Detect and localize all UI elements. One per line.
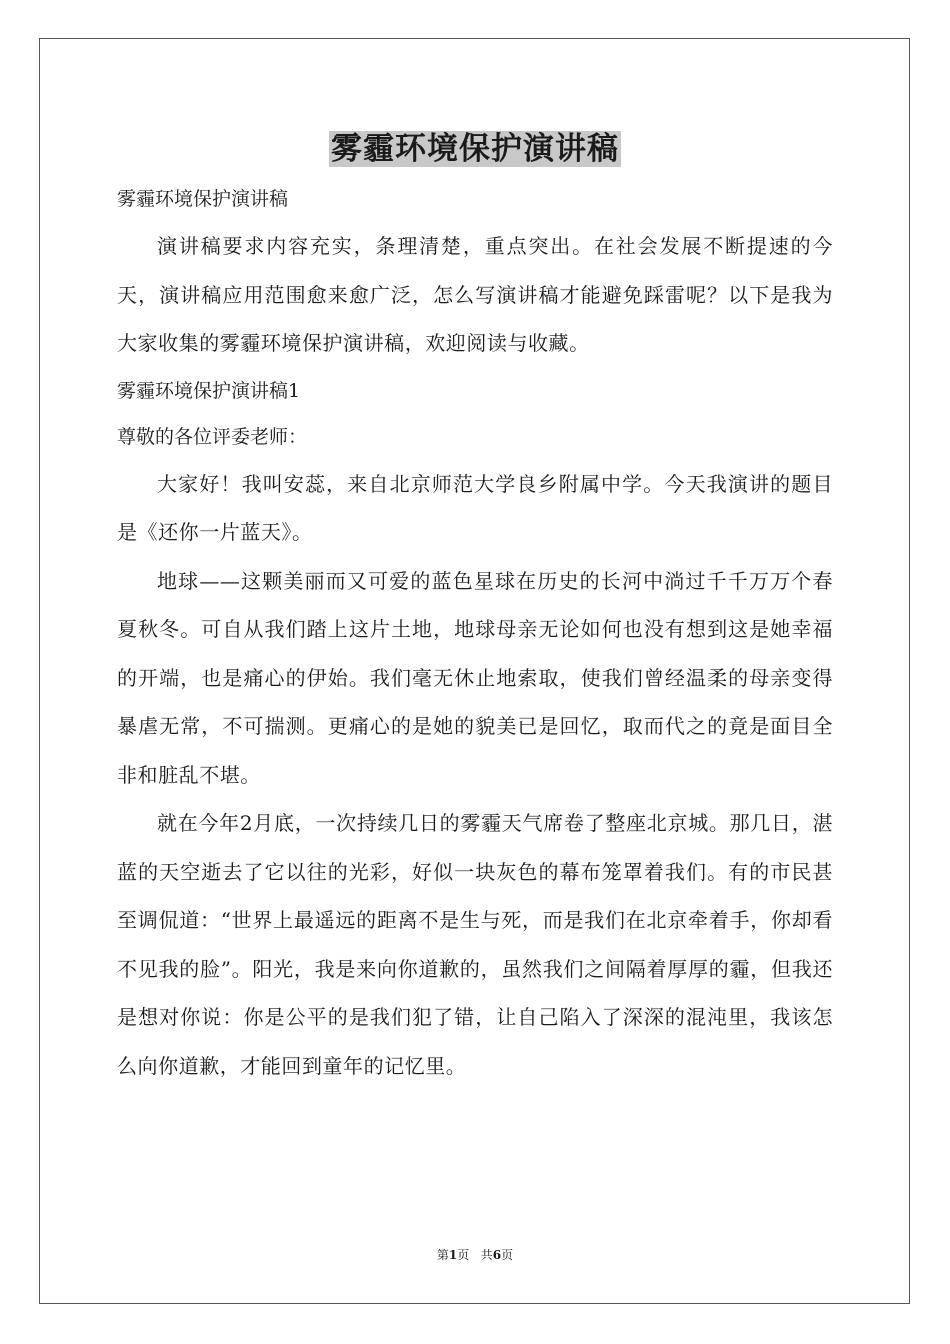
document-subtitle: 雾霾环境保护演讲稿 [117,188,289,210]
body-paragraph: 就在今年2月底，一次持续几日的雾霾天气席卷了整座北京城。那几日，湛蓝的天空逝去了它以往的光彩，好似一块灰色的幕布笼罩着我们。有的市民甚至调侃道：“世界上最遥远的距离不是生与死，而是我们在北京牵着手，你却看不见我的脸”。阳光，我是来向你道歉的，虽然我们之间隔着厚厚的霾，但我还是想对你说：你是公平的是我们犯了错，让自己陷入了深深的混沌里，我该怎么向你道歉，才能回到童年的记忆里。 [117,811,833,1078]
page-prefix: 第 [436,1248,449,1262]
body-paragraph: 地球——这颗美丽而又可爱的蓝色星球在历史的长河中淌过千千万万个春夏秋冬。可自从我们踏上这片土地，地球母亲无论如何也没有想到这是她幸福的开端，也是痛心的伊始。我们毫无休止地索取，使我们曾经温柔的母亲变得暴虐无常，不可揣测。更痛心的是她的貌美已是回忆，取而代之的竟是面目全非和脏乱不堪。 [117,568,833,787]
total-prefix: 共 [480,1248,493,1262]
body-paragraph: 大家好！我叫安蕊，来自北京师范大学良乡附属中学。今天我演讲的题目是《还你一片蓝天》。 [117,471,833,544]
salutation: 尊敬的各位评委老师： [117,425,308,448]
total-suffix: 页 [501,1248,514,1262]
intro-paragraph: 演讲稿要求内容充实，条理清楚，重点突出。在社会发展不断提速的今天，演讲稿应用范围愈来愈广泛，怎么写演讲稿才能避免踩雷呢？以下是我为大家收集的雾霾环境保护演讲稿，欢迎阅读与收藏。 [117,234,833,355]
document-title-text: 雾霾环境保护演讲稿 [331,131,619,167]
page-number: 1 [448,1248,458,1262]
page-suffix: 页 [457,1248,470,1262]
document-title [0,128,950,170]
document-body [117,176,833,1090]
page-total: 6 [492,1248,502,1262]
section-heading: 雾霾环境保护演讲稿1 [117,379,301,402]
page-footer [0,1247,950,1263]
